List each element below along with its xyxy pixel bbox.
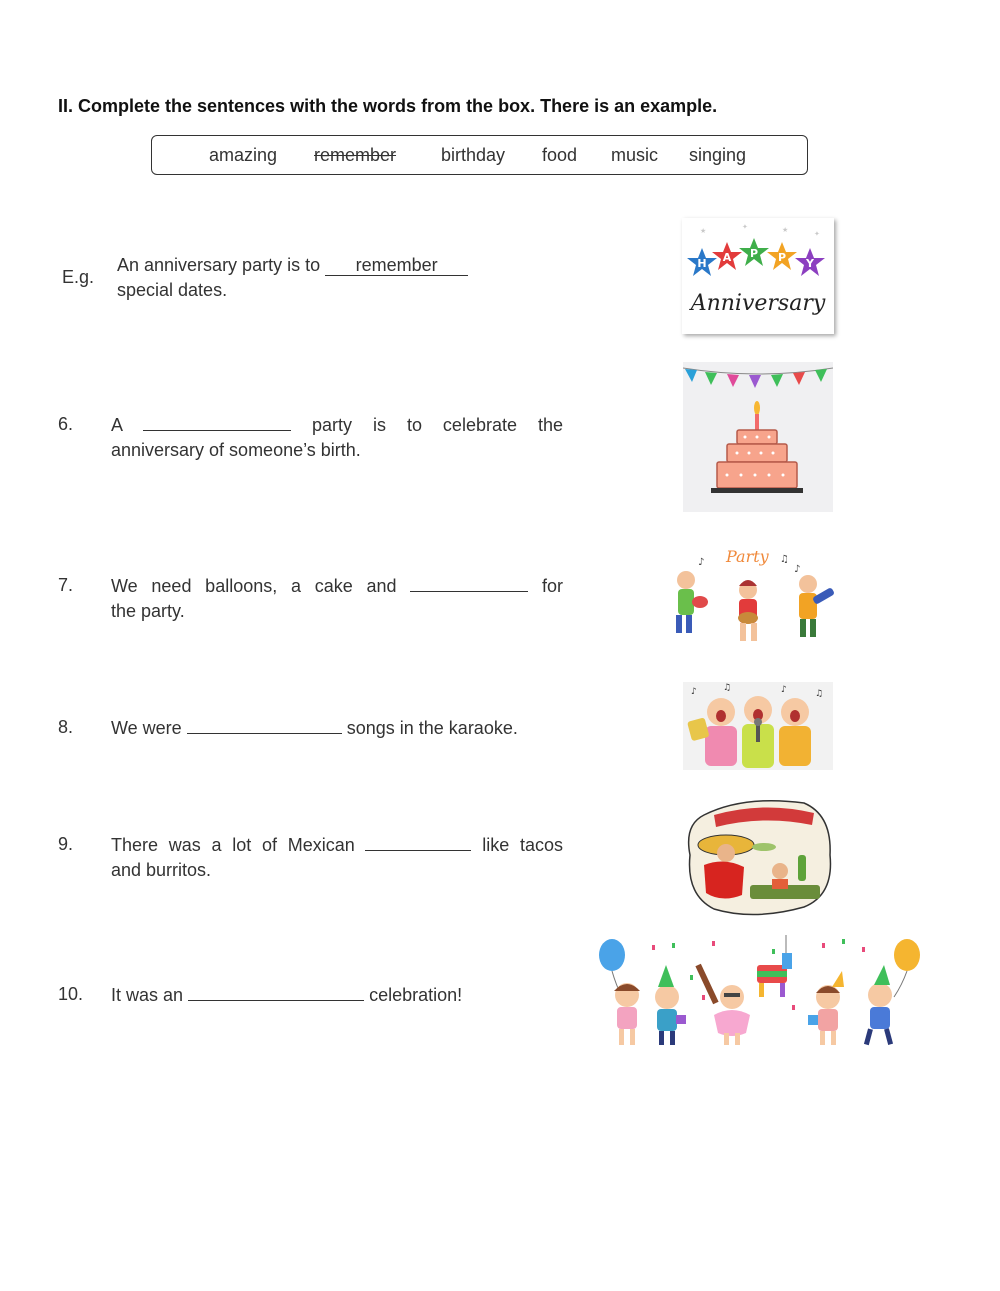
question-10 bbox=[111, 982, 571, 1008]
kids-celebration-image bbox=[592, 935, 924, 1053]
question-10-text-b: celebration! bbox=[369, 985, 463, 1005]
example-text-after: special dates. bbox=[117, 280, 228, 300]
svg-text:✦: ✦ bbox=[814, 230, 820, 238]
svg-text:♫: ♫ bbox=[780, 554, 789, 565]
question-6-line2: anniversary of someone’s birth. bbox=[111, 440, 361, 460]
question-9 bbox=[111, 832, 563, 883]
anniversary-script: Anniversary bbox=[690, 291, 826, 316]
question-9-text-a: There was a lot of Mexican bbox=[111, 835, 355, 855]
question-6-blank[interactable] bbox=[143, 412, 291, 431]
svg-text:♫: ♫ bbox=[723, 683, 732, 693]
party-script: Party bbox=[726, 547, 769, 566]
question-9-text-b: like tacos bbox=[482, 835, 563, 855]
question-7-blank[interactable] bbox=[410, 573, 528, 592]
word-music: music bbox=[611, 145, 659, 165]
question-10-number: 10. bbox=[58, 984, 84, 1004]
svg-text:♪: ♪ bbox=[794, 564, 801, 575]
word-singing: singing bbox=[689, 145, 747, 165]
question-7-text-b: for bbox=[541, 576, 563, 596]
mexican-food-image bbox=[684, 795, 834, 917]
banner-letter-y: Y bbox=[806, 257, 814, 270]
question-10-text-a: It was an bbox=[111, 985, 184, 1005]
karaoke-image bbox=[683, 682, 833, 770]
svg-text:✦: ✦ bbox=[742, 223, 748, 231]
question-8-text-b: songs in the karaoke. bbox=[346, 718, 518, 738]
example-text-before: An anniversary party is to bbox=[117, 255, 321, 275]
birthday-cake-image bbox=[683, 362, 833, 512]
banner-letter-h: H bbox=[697, 257, 707, 270]
question-8-number: 8. bbox=[58, 717, 74, 737]
question-6-text-b: party is to celebrate the bbox=[311, 415, 563, 435]
question-9-blank[interactable] bbox=[365, 832, 471, 851]
question-8 bbox=[111, 715, 571, 741]
question-9-number: 9. bbox=[58, 834, 74, 854]
party-music-image bbox=[668, 540, 843, 652]
question-6 bbox=[111, 412, 563, 463]
svg-text:♫: ♫ bbox=[815, 689, 824, 699]
banner-letter-p2: P bbox=[777, 251, 787, 264]
svg-text:♪: ♪ bbox=[691, 687, 697, 697]
word-amazing: amazing bbox=[209, 145, 278, 165]
question-9-line2: and burritos. bbox=[111, 860, 212, 880]
svg-text:★: ★ bbox=[700, 227, 707, 235]
question-7-line2: the party. bbox=[111, 601, 185, 621]
svg-text:★: ★ bbox=[782, 226, 789, 234]
question-6-text-a: A bbox=[111, 415, 123, 435]
question-7 bbox=[111, 573, 563, 624]
word-birthday: birthday bbox=[441, 145, 506, 165]
word-remember: remember bbox=[314, 145, 397, 165]
word-food: food bbox=[542, 145, 578, 165]
svg-text:♪: ♪ bbox=[781, 685, 787, 695]
question-6-number: 6. bbox=[58, 414, 74, 434]
banner-letter-p1: P bbox=[749, 247, 759, 260]
example-label: E.g. bbox=[62, 267, 95, 287]
question-7-text-a: We need balloons, a cake and bbox=[111, 576, 397, 596]
question-8-blank[interactable] bbox=[187, 715, 342, 734]
question-10-blank[interactable] bbox=[188, 982, 364, 1001]
svg-text:♪: ♪ bbox=[698, 557, 705, 568]
example-sentence bbox=[117, 253, 567, 303]
example-answer: remember bbox=[325, 255, 468, 276]
pinata-icon bbox=[757, 935, 792, 997]
question-8-text-a: We were bbox=[111, 718, 182, 738]
banner-letter-a: A bbox=[722, 251, 732, 264]
anniversary-card-image bbox=[682, 218, 834, 334]
section-title: II. Complete the sentences with the words from the box. There is an example. bbox=[58, 96, 718, 116]
question-7-number: 7. bbox=[58, 575, 74, 595]
